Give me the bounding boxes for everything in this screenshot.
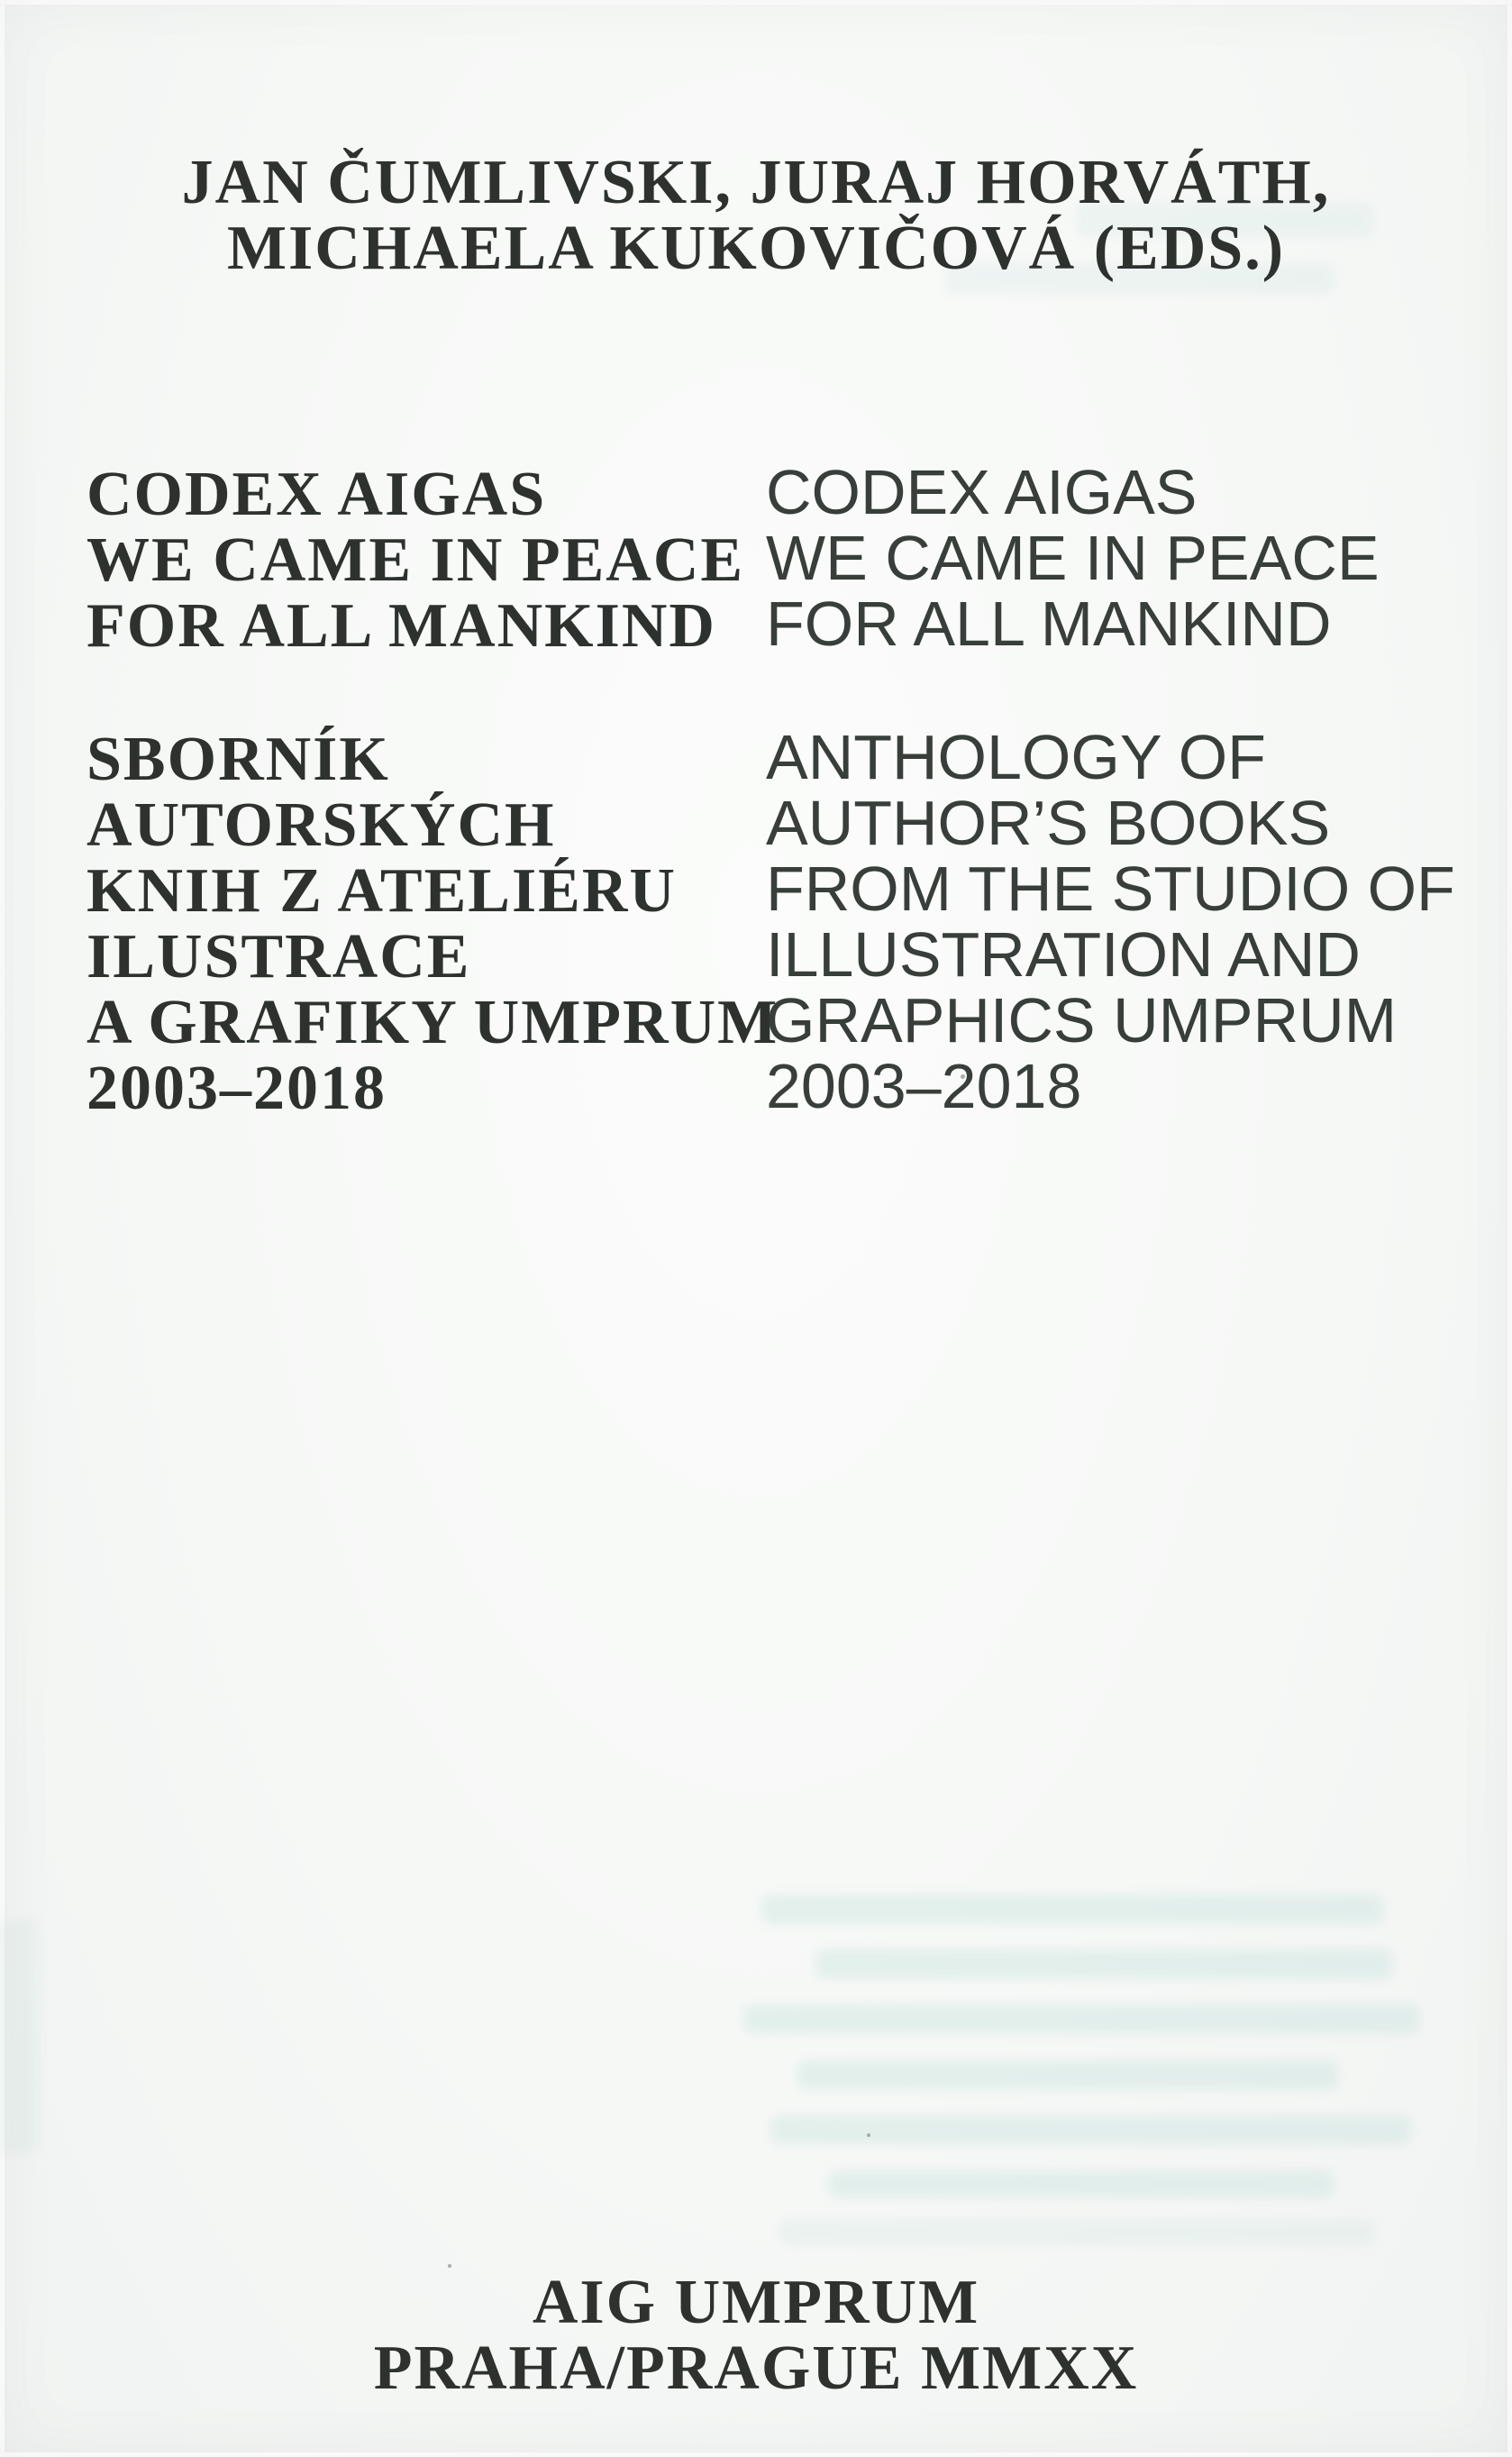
title-english <box>766 457 1380 659</box>
title-czech-line: CODEX AIGAS <box>87 460 547 529</box>
show-through-ghost <box>0 1920 38 2154</box>
title-czech-line: FOR ALL MANKIND <box>87 591 716 661</box>
subtitle-english-line: FROM THE STUDIO OF <box>766 854 1455 924</box>
show-through-ghost <box>797 2060 1338 2089</box>
title-czech-line: WE CAME IN PEACE <box>87 525 745 595</box>
show-through-ghost <box>815 1950 1392 1978</box>
subtitle-czech-line: ILUSTRACE <box>87 922 471 991</box>
subtitle-czech <box>87 726 779 1121</box>
show-through-ghost <box>779 2220 1374 2245</box>
subtitle-english-line: 2003–2018 <box>766 1051 1082 1121</box>
subtitle-english-line: ANTHOLOGY OF <box>766 722 1266 792</box>
title-english-line: FOR ALL MANKIND <box>766 589 1332 659</box>
subtitle-czech-line: SBORNÍK <box>87 725 390 794</box>
show-through-ghost <box>829 2170 1334 2197</box>
subtitle-czech-line: 2003–2018 <box>87 1054 387 1123</box>
show-through-ghost <box>743 2005 1419 2033</box>
subtitle-czech-line: KNIH Z ATELIÉRU <box>87 856 677 926</box>
dust-speck <box>867 2133 870 2137</box>
subtitle-czech-line: A GRAFIKY UMPRUM <box>87 988 779 1057</box>
subtitle-english-line: ILLUSTRATION AND <box>766 919 1361 990</box>
show-through-ghost <box>761 1895 1383 1923</box>
editors-block <box>0 150 1512 281</box>
title-english-line: WE CAME IN PEACE <box>766 523 1380 593</box>
imprint-line: AIG UMPRUM <box>532 2268 980 2337</box>
dust-speck <box>448 2264 451 2268</box>
subtitle-czech-line: AUTORSKÝCH <box>87 790 556 860</box>
title-czech <box>87 461 744 659</box>
editors-line: MICHAELA KUKOVIČOVÁ (EDS.) <box>226 214 1286 283</box>
editors-line: JAN ČUMLIVSKI, JURAJ HORVÁTH, <box>181 148 1331 217</box>
subtitle-english <box>766 722 1455 1121</box>
subtitle-english-line: AUTHOR’S BOOKS <box>766 788 1331 858</box>
show-through-ghost <box>770 2115 1410 2144</box>
title-english-line: CODEX AIGAS <box>766 457 1198 527</box>
imprint-line: PRAHA/PRAGUE MMXX <box>373 2334 1139 2403</box>
subtitle-english-line: GRAPHICS UMPRUM <box>766 985 1398 1055</box>
imprint-block <box>0 2270 1512 2401</box>
